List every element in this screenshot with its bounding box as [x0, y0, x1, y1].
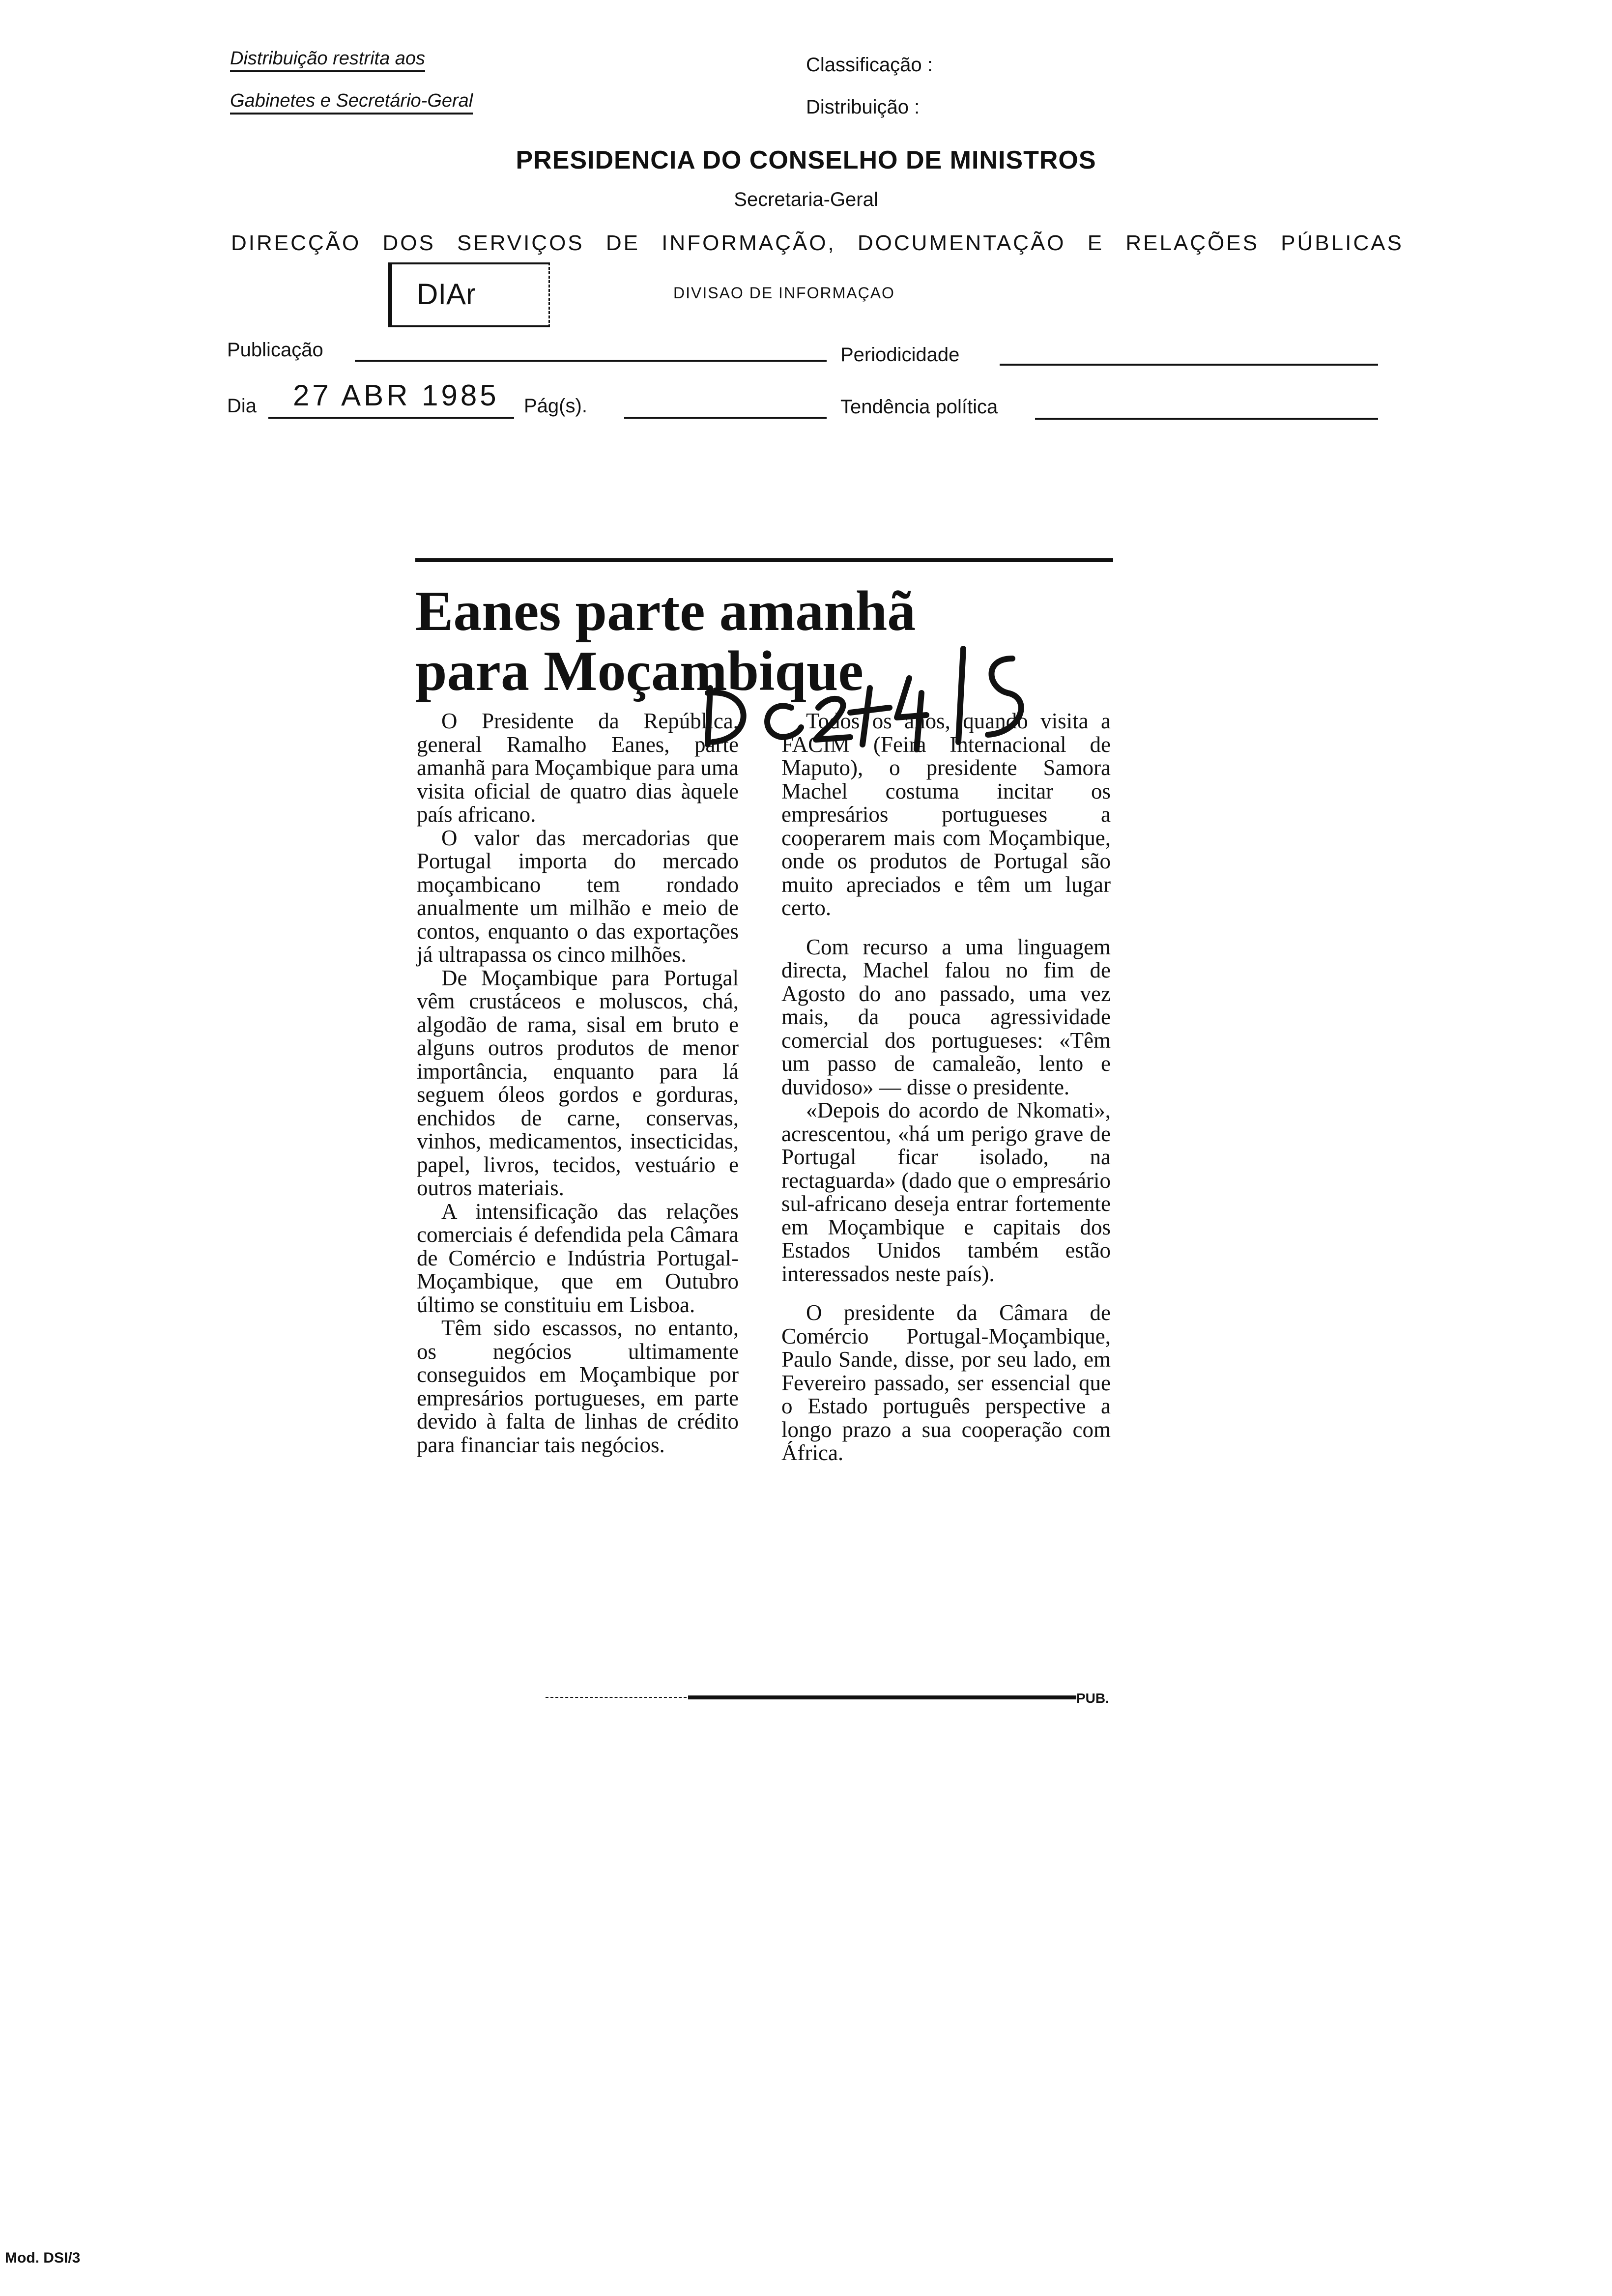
- dia-label: Dia: [227, 395, 257, 417]
- direccao-servicos: DIRECÇÃO DOS SERVIÇOS DE INFORMAÇÃO, DOCUMENTAÇÃO E RELAÇÕES PÚBLICAS: [231, 231, 1404, 255]
- distribuicao-label: Distribuição :: [806, 96, 920, 118]
- pags-line: [624, 417, 827, 419]
- dia-stamp: [388, 262, 550, 327]
- article-column-1: [417, 710, 739, 1457]
- secretaria-geral: Secretaria-Geral: [734, 189, 878, 210]
- pub-mark: PUB.: [1076, 1691, 1109, 1706]
- col2-paragraph: Todos os anos, quando visita a FACIM (Feira Internacional de Maputo), o presidente Samora Machel costuma incitar os empresários portugueses a cooperarem mais com Moçambique, onde os produtos de Portugal são muito apreciados e têm um lugar certo.: [781, 709, 1111, 920]
- restricted-distribution-line2: Gabinetes e Secretário-Geral: [230, 90, 473, 115]
- form-code: Mod. DSI/3: [5, 2250, 81, 2266]
- date-stamp: 27 ABR 1985: [293, 379, 499, 412]
- headline-line2: para Moçambique: [415, 640, 864, 703]
- restricted-distribution-line1: Distribuição restrita aos: [230, 48, 425, 72]
- col2-paragraph: Com recurso a uma linguagem directa, Machel falou no fim de Agosto do ano passado, uma vez mais, da pouca agressividade comercial dos portugueses: «Têm um passo de camaleão, lento e duvidoso» — disse o presidente.: [781, 934, 1111, 1099]
- col1-paragraph: Têm sido escassos, no entanto, os negócios ultimamente conseguidos em Moçambique por empresários portugueses, em parte devido à falta de linhas de crédito para financiar tais negócios.: [417, 1316, 739, 1457]
- article-bottom-rule: [688, 1695, 1076, 1699]
- headline-line1: Eanes parte amanhã: [415, 580, 916, 643]
- tendencia-line: [1035, 418, 1378, 420]
- col1-paragraph: De Moçambique para Portugal vêm crustáceos e moluscos, chá, algodão de rama, sisal em bruto e alguns outros produtos de menor importância, enquanto para lá seguem óleos gordos e gorduras, enchidos de carne, conservas, vinhos, medicamentos, insecticidas, papel, livros, tecidos, vestuário e outros materiais.: [417, 965, 739, 1200]
- dia-line: [268, 417, 514, 419]
- col1-paragraph: O valor das mercadorias que Portugal importa do mercado moçambicano tem rondado anualmente um milhão e meio de contos, enquanto o das exportações já ultrapassa os cinco milhões.: [417, 825, 739, 967]
- col2-paragraph: O presidente da Câmara de Comércio Portugal-Moçambique, Paulo Sande, disse, por seu lado, em Fevereiro passado, ser essencial que o Estado português perspective a longo prazo a sua cooperação com África.: [781, 1300, 1111, 1465]
- stamp-text: DIAr: [417, 278, 476, 311]
- divisao-informacao: DIVISAO DE INFORMAÇAO: [673, 284, 895, 302]
- classificacao-label: Classificação :: [806, 54, 933, 76]
- pags-label: Pág(s).: [524, 395, 587, 417]
- col2-paragraph: «Depois do acordo de Nkomati», acrescentou, «há um perigo grave de Portugal ficar isolado, na rectaguarda» (dado que o empresário sul-africano deseja entrar fortemente em Moçambique e capitais dos Estados Unidos também estão interessados neste país).: [781, 1098, 1111, 1286]
- tendencia-label: Tendência política: [840, 396, 998, 418]
- publicacao-line: [355, 360, 827, 362]
- periodicidade-label: Periodicidade: [840, 344, 960, 366]
- col1-paragraph: A intensificação das relações comerciais é defendida pela Câmara de Comércio e Indústria Portugal-Moçambique, que em Outubro último se constituiu em Lisboa.: [417, 1199, 739, 1317]
- col1-paragraph: O Presidente da República, general Ramalho Eanes, parte amanhã para Moçambique para uma visita oficial de quatro dias àquele país africano.: [417, 709, 739, 827]
- article-column-2: [781, 710, 1111, 1465]
- presidencia-title: PRESIDENCIA DO CONSELHO DE MINISTROS: [516, 146, 1096, 174]
- article-top-rule: [415, 558, 1113, 562]
- publicacao-label: Publicação: [227, 339, 323, 361]
- periodicidade-line: [1000, 364, 1378, 366]
